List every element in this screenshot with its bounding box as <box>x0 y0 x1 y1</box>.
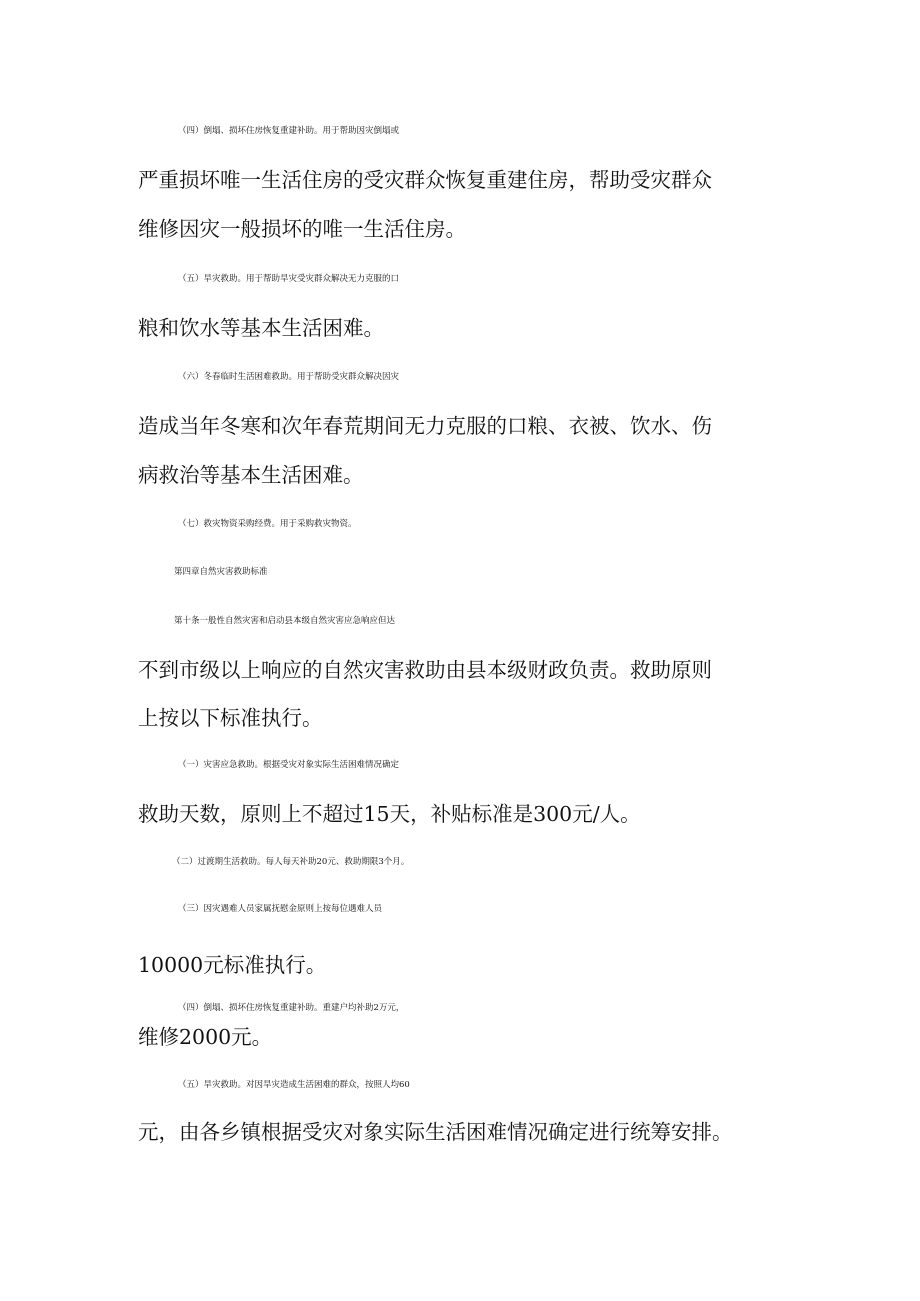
paragraph-line: 维修2000元。 <box>138 1025 273 1049</box>
paragraph-line: （五）旱灾救助。用于帮助旱灾受灾群众解决无力克服的口 <box>178 274 400 284</box>
paragraph-line: 不到市级以上响应的自然灾害救助由县本级财政负责。救助原则 <box>138 658 712 682</box>
paragraph-line: 造成当年冬寒和次年春荒期间无力克服的口粮、衣被、饮水、伤 <box>138 414 712 438</box>
paragraph-line: （六）冬春临时生活困难救助。用于帮助受灾群众解决因灾 <box>178 372 400 382</box>
paragraph-line: 维修因灾一般损坏的唯一生活住房。 <box>138 217 466 241</box>
paragraph-line: （四）倒塌、损坏住房恢复重建补助。重建户均补助2万元， <box>178 1003 405 1013</box>
paragraph-line: 元，由各乡镇根据受灾对象实际生活困难情况确定进行统筹安排。 <box>138 1120 733 1144</box>
paragraph-line: 严重损坏唯一生活住房的受灾群众恢复重建住房，帮助受灾群众 <box>138 168 712 192</box>
paragraph-line: （一）灾害应急救助。根据受灾对象实际生活困难情况确定 <box>178 760 400 770</box>
paragraph-line: 病救治等基本生活困难。 <box>138 463 364 487</box>
paragraph-line: （五）旱灾救助。对因旱灾造成生活困难的群众，按照人均60 <box>178 1080 410 1090</box>
chapter-heading: 第四章自然灾害救助标准 <box>174 567 268 577</box>
paragraph-line: 10000元标准执行。 <box>138 953 327 977</box>
paragraph-line: 上按以下标准执行。 <box>138 706 323 730</box>
paragraph-line: （二）过渡期生活救助。每人每天补助20元、救助期限3个月。 <box>172 857 410 867</box>
paragraph-line: 粮和饮水等基本生活困难。 <box>138 316 384 340</box>
paragraph-line: （七）救灾物资采购经费。用于采购救灾物资。 <box>178 519 357 529</box>
paragraph-line: 救助天数，原则上不超过15天，补贴标准是300元/人。 <box>138 802 641 826</box>
paragraph-line: （三）因灾遇难人员家属抚慰金原则上按每位遇难人员 <box>178 904 383 914</box>
paragraph-line: （四）倒塌、损坏住房恢复重建补助。用于帮助因灾倒塌或 <box>178 126 400 136</box>
paragraph-line: 第十条一般性自然灾害和启动县本级自然灾害应急响应但达 <box>174 616 396 626</box>
